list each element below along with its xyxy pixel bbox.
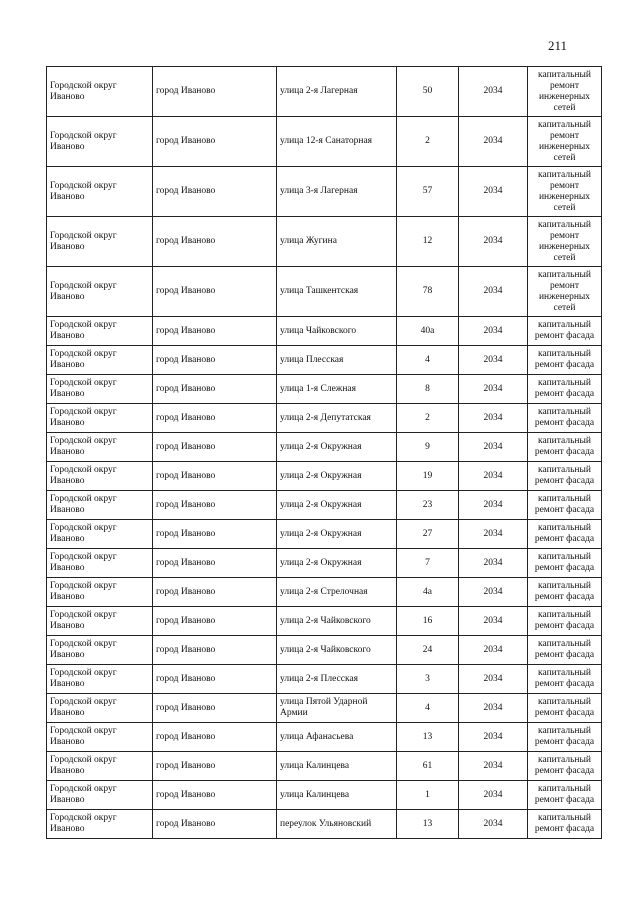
- work-type-cell: капитальный ремонт инженерных сетей: [528, 267, 602, 317]
- year-cell: 2034: [459, 462, 528, 491]
- municipal-district-cell: Городской округ Иваново: [47, 267, 153, 317]
- municipal-district-cell: Городской округ Иваново: [47, 752, 153, 781]
- municipal-district-cell: Городской округ Иваново: [47, 346, 153, 375]
- year-cell: 2034: [459, 752, 528, 781]
- house-number-cell: 13: [397, 723, 459, 752]
- city-cell: город Иваново: [153, 665, 277, 694]
- year-cell: 2034: [459, 346, 528, 375]
- municipal-district-cell: Городской округ Иваново: [47, 549, 153, 578]
- city-cell: город Иваново: [153, 375, 277, 404]
- street-cell: улица 2-я Лагерная: [277, 67, 397, 117]
- city-cell: город Иваново: [153, 217, 277, 267]
- year-cell: 2034: [459, 694, 528, 723]
- municipal-district-cell: Городской округ Иваново: [47, 607, 153, 636]
- table-row: [47, 694, 602, 723]
- work-type-cell: капитальный ремонт фасада: [528, 317, 602, 346]
- year-cell: 2034: [459, 217, 528, 267]
- street-cell: улица 1-я Слежная: [277, 375, 397, 404]
- work-type-cell: капитальный ремонт фасада: [528, 636, 602, 665]
- city-cell: город Иваново: [153, 346, 277, 375]
- house-number-cell: 1: [397, 781, 459, 810]
- street-cell: улица 2-я Окружная: [277, 433, 397, 462]
- city-cell: город Иваново: [153, 520, 277, 549]
- table-row: [47, 665, 602, 694]
- house-number-cell: 61: [397, 752, 459, 781]
- year-cell: 2034: [459, 520, 528, 549]
- house-number-cell: 7: [397, 549, 459, 578]
- city-cell: город Иваново: [153, 636, 277, 665]
- year-cell: 2034: [459, 67, 528, 117]
- street-cell: улица Ташкентская: [277, 267, 397, 317]
- house-number-cell: 23: [397, 491, 459, 520]
- table-row: [47, 636, 602, 665]
- table-row: [47, 404, 602, 433]
- city-cell: город Иваново: [153, 810, 277, 839]
- street-cell: переулок Ульяновский: [277, 810, 397, 839]
- table-row: [47, 607, 602, 636]
- municipal-district-cell: Городской округ Иваново: [47, 781, 153, 810]
- city-cell: город Иваново: [153, 67, 277, 117]
- municipal-district-cell: Городской округ Иваново: [47, 462, 153, 491]
- work-type-cell: капитальный ремонт фасада: [528, 462, 602, 491]
- house-number-cell: 50: [397, 67, 459, 117]
- work-type-cell: капитальный ремонт фасада: [528, 810, 602, 839]
- work-type-cell: капитальный ремонт фасада: [528, 346, 602, 375]
- table-row: [47, 317, 602, 346]
- municipal-district-cell: Городской округ Иваново: [47, 665, 153, 694]
- year-cell: 2034: [459, 433, 528, 462]
- year-cell: 2034: [459, 723, 528, 752]
- year-cell: 2034: [459, 375, 528, 404]
- street-cell: улица Жугина: [277, 217, 397, 267]
- municipal-district-cell: Городской округ Иваново: [47, 694, 153, 723]
- table-row: [47, 752, 602, 781]
- street-cell: улица 2-я Стрелочная: [277, 578, 397, 607]
- house-number-cell: 40а: [397, 317, 459, 346]
- work-type-cell: капитальный ремонт фасада: [528, 549, 602, 578]
- work-type-cell: капитальный ремонт фасада: [528, 607, 602, 636]
- street-cell: улица Чайковского: [277, 317, 397, 346]
- table-row: [47, 810, 602, 839]
- street-cell: улица 2-я Чайковского: [277, 607, 397, 636]
- year-cell: 2034: [459, 636, 528, 665]
- work-type-cell: капитальный ремонт фасада: [528, 752, 602, 781]
- house-number-cell: 9: [397, 433, 459, 462]
- year-cell: 2034: [459, 810, 528, 839]
- house-number-cell: 4а: [397, 578, 459, 607]
- city-cell: город Иваново: [153, 723, 277, 752]
- municipal-district-cell: Городской округ Иваново: [47, 317, 153, 346]
- table-row: [47, 217, 602, 267]
- municipal-district-cell: Городской округ Иваново: [47, 578, 153, 607]
- repair-schedule-table: [46, 66, 602, 839]
- year-cell: 2034: [459, 267, 528, 317]
- work-type-cell: капитальный ремонт фасада: [528, 404, 602, 433]
- city-cell: город Иваново: [153, 549, 277, 578]
- house-number-cell: 8: [397, 375, 459, 404]
- table-body: [47, 67, 602, 839]
- work-type-cell: капитальный ремонт инженерных сетей: [528, 217, 602, 267]
- street-cell: улица 2-я Чайковского: [277, 636, 397, 665]
- city-cell: город Иваново: [153, 752, 277, 781]
- street-cell: улица Афанасьева: [277, 723, 397, 752]
- city-cell: город Иваново: [153, 462, 277, 491]
- house-number-cell: 12: [397, 217, 459, 267]
- house-number-cell: 4: [397, 346, 459, 375]
- house-number-cell: 16: [397, 607, 459, 636]
- city-cell: город Иваново: [153, 433, 277, 462]
- municipal-district-cell: Городской округ Иваново: [47, 375, 153, 404]
- work-type-cell: капитальный ремонт фасада: [528, 375, 602, 404]
- street-cell: улица Плесская: [277, 346, 397, 375]
- table-row: [47, 462, 602, 491]
- city-cell: город Иваново: [153, 694, 277, 723]
- table-row: [47, 781, 602, 810]
- house-number-cell: 78: [397, 267, 459, 317]
- work-type-cell: капитальный ремонт фасада: [528, 723, 602, 752]
- table-row: [47, 520, 602, 549]
- municipal-district-cell: Городской округ Иваново: [47, 491, 153, 520]
- year-cell: 2034: [459, 549, 528, 578]
- municipal-district-cell: Городской округ Иваново: [47, 67, 153, 117]
- city-cell: город Иваново: [153, 491, 277, 520]
- municipal-district-cell: Городской округ Иваново: [47, 520, 153, 549]
- work-type-cell: капитальный ремонт фасада: [528, 781, 602, 810]
- city-cell: город Иваново: [153, 317, 277, 346]
- house-number-cell: 4: [397, 694, 459, 723]
- work-type-cell: капитальный ремонт инженерных сетей: [528, 67, 602, 117]
- house-number-cell: 27: [397, 520, 459, 549]
- city-cell: город Иваново: [153, 117, 277, 167]
- street-cell: улица Калинцева: [277, 752, 397, 781]
- house-number-cell: 57: [397, 167, 459, 217]
- city-cell: город Иваново: [153, 607, 277, 636]
- table-row: [47, 578, 602, 607]
- year-cell: 2034: [459, 491, 528, 520]
- table-row: [47, 549, 602, 578]
- city-cell: город Иваново: [153, 781, 277, 810]
- house-number-cell: 24: [397, 636, 459, 665]
- work-type-cell: капитальный ремонт инженерных сетей: [528, 167, 602, 217]
- year-cell: 2034: [459, 665, 528, 694]
- street-cell: улица 2-я Окружная: [277, 520, 397, 549]
- street-cell: улица 2-я Окружная: [277, 462, 397, 491]
- table-row: [47, 723, 602, 752]
- year-cell: 2034: [459, 607, 528, 636]
- table-row: [47, 433, 602, 462]
- municipal-district-cell: Городской округ Иваново: [47, 217, 153, 267]
- house-number-cell: 2: [397, 404, 459, 433]
- table-row: [47, 117, 602, 167]
- house-number-cell: 19: [397, 462, 459, 491]
- table-row: [47, 167, 602, 217]
- year-cell: 2034: [459, 404, 528, 433]
- house-number-cell: 3: [397, 665, 459, 694]
- street-cell: улица 2-я Депутатская: [277, 404, 397, 433]
- municipal-district-cell: Городской округ Иваново: [47, 636, 153, 665]
- year-cell: 2034: [459, 167, 528, 217]
- street-cell: улица 3-я Лагерная: [277, 167, 397, 217]
- street-cell: улица Калинцева: [277, 781, 397, 810]
- table-row: [47, 375, 602, 404]
- street-cell: улица 2-я Окружная: [277, 549, 397, 578]
- work-type-cell: капитальный ремонт фасада: [528, 665, 602, 694]
- municipal-district-cell: Городской округ Иваново: [47, 810, 153, 839]
- table-row: [47, 267, 602, 317]
- street-cell: улица Пятой Ударной Армии: [277, 694, 397, 723]
- municipal-district-cell: Городской округ Иваново: [47, 404, 153, 433]
- street-cell: улица 12-я Санаторная: [277, 117, 397, 167]
- street-cell: улица 2-я Плесская: [277, 665, 397, 694]
- city-cell: город Иваново: [153, 267, 277, 317]
- year-cell: 2034: [459, 117, 528, 167]
- work-type-cell: капитальный ремонт фасада: [528, 520, 602, 549]
- year-cell: 2034: [459, 578, 528, 607]
- work-type-cell: капитальный ремонт фасада: [528, 433, 602, 462]
- page-number: 211: [548, 38, 568, 53]
- municipal-district-cell: Городской округ Иваново: [47, 117, 153, 167]
- work-type-cell: капитальный ремонт фасада: [528, 694, 602, 723]
- house-number-cell: 13: [397, 810, 459, 839]
- city-cell: город Иваново: [153, 404, 277, 433]
- street-cell: улица 2-я Окружная: [277, 491, 397, 520]
- municipal-district-cell: Городской округ Иваново: [47, 167, 153, 217]
- table-row: [47, 346, 602, 375]
- municipal-district-cell: Городской округ Иваново: [47, 723, 153, 752]
- municipal-district-cell: Городской округ Иваново: [47, 433, 153, 462]
- house-number-cell: 2: [397, 117, 459, 167]
- year-cell: 2034: [459, 781, 528, 810]
- city-cell: город Иваново: [153, 167, 277, 217]
- city-cell: город Иваново: [153, 578, 277, 607]
- table-row: [47, 491, 602, 520]
- table-row: [47, 67, 602, 117]
- work-type-cell: капитальный ремонт фасада: [528, 491, 602, 520]
- year-cell: 2034: [459, 317, 528, 346]
- work-type-cell: капитальный ремонт инженерных сетей: [528, 117, 602, 167]
- work-type-cell: капитальный ремонт фасада: [528, 578, 602, 607]
